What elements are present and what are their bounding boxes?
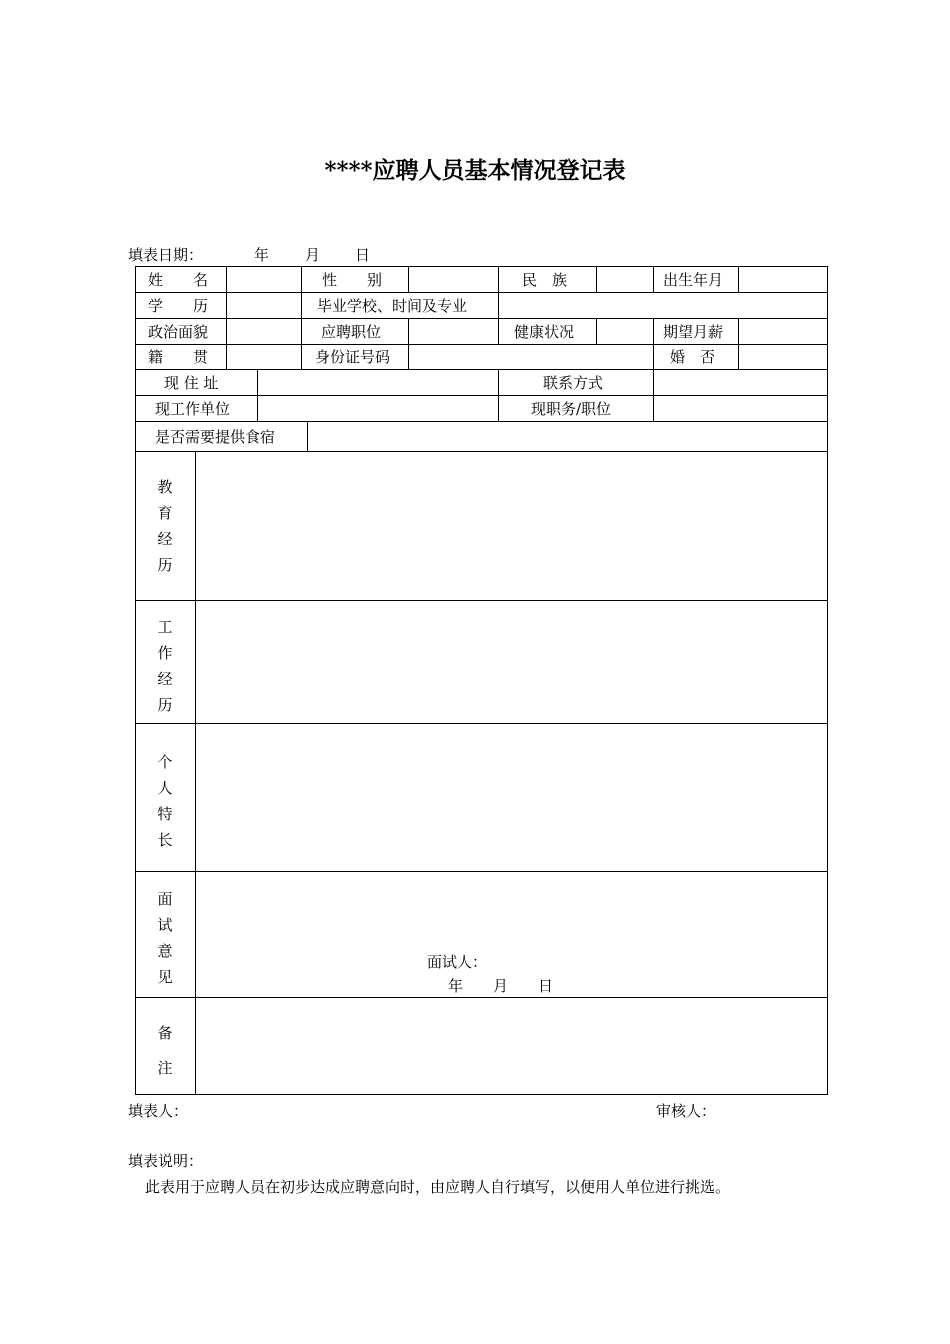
section-remarks-label: 备 注: [157, 1024, 173, 1077]
fill-date-label: 填表日期：: [128, 246, 204, 264]
label-id-number: 身份证号码: [315, 348, 391, 366]
fill-date-year: 年: [254, 246, 270, 264]
label-ethnicity: 民 族: [522, 271, 568, 289]
label-political-status: 政治面貌: [148, 323, 209, 341]
page-title: ****应聘人员基本情况登记表: [324, 157, 626, 184]
label-school-major: 毕业学校、时间及专业: [317, 297, 468, 315]
interview-date: 年 月 日: [448, 977, 554, 995]
section-education-label: 教 育 经 历: [157, 478, 173, 574]
fill-date-day: 日: [355, 246, 371, 264]
fill-date-month: 月: [305, 246, 321, 264]
instructions-text: 此表用于应聘人员在初步达成应聘意向时，由应聘人自行填写，以便用人单位进行挑选。: [145, 1178, 731, 1196]
reviewer-label: 审核人：: [656, 1102, 717, 1120]
label-marital-status: 婚 否: [670, 348, 716, 366]
section-interview-label: 面 试 意 见: [157, 890, 173, 986]
label-accommodation: 是否需要提供食宿: [155, 428, 276, 446]
label-name: 姓 名: [148, 271, 209, 289]
label-health: 健康状况: [514, 323, 575, 341]
label-expected-salary: 期望月薪: [663, 323, 724, 341]
label-current-title: 现职务/职位: [531, 400, 612, 418]
label-address: 现 住 址: [164, 374, 219, 392]
label-position-applied: 应聘职位: [321, 323, 382, 341]
label-gender: 性 别: [322, 271, 383, 289]
label-current-employer: 现工作单位: [155, 400, 231, 418]
filler-label: 填表人：: [128, 1102, 189, 1120]
section-skills-label: 个 人 特 长: [157, 753, 173, 849]
label-native-place: 籍 贯: [148, 348, 209, 366]
label-education: 学 历: [148, 297, 209, 315]
interviewer-label: 面试人：: [427, 953, 488, 971]
section-work-label: 工 作 经 历: [157, 618, 173, 714]
label-contact: 联系方式: [543, 374, 604, 392]
instructions-heading: 填表说明：: [128, 1152, 204, 1170]
label-birth-date: 出生年月: [663, 271, 724, 289]
